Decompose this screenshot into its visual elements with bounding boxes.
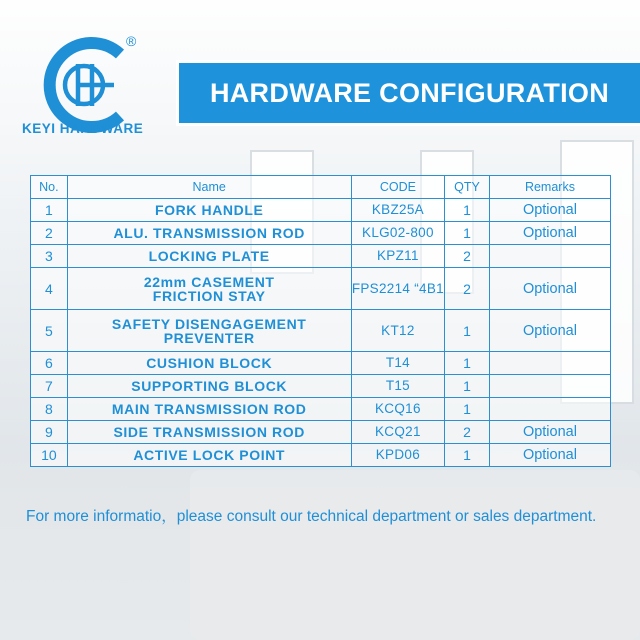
cell-qty: 2 (445, 421, 490, 444)
header-name: Name (67, 176, 351, 199)
background-sofa (190, 470, 640, 640)
page-title: HARDWARE CONFIGURATION (209, 77, 610, 108)
cell-code: KPZ11 (351, 245, 445, 268)
cell-qty: 1 (445, 310, 490, 352)
cell-name: ALU. TRANSMISSION ROD (67, 222, 351, 245)
cell-remarks: Optional (489, 421, 610, 444)
hardware-table-wrapper (30, 175, 611, 467)
cell-code: KBZ25A (351, 199, 445, 222)
cell-code: KT12 (351, 310, 445, 352)
hardware-configuration-table (30, 175, 611, 467)
cell-no: 4 (31, 268, 68, 310)
cell-code: T15 (351, 375, 445, 398)
header-code: CODE (351, 176, 445, 199)
cell-qty: 2 (445, 245, 490, 268)
cell-qty: 1 (445, 352, 490, 375)
footer-note: For more informatio，please consult our technical department or sales department. (26, 508, 597, 525)
cell-remarks (489, 375, 610, 398)
brand-name: KEYI HARDWARE (22, 121, 144, 136)
table-row (31, 245, 611, 268)
header-qty: QTY (445, 176, 490, 199)
cell-code: KPD06 (351, 444, 445, 467)
cell-code: KLG02-800 (351, 222, 445, 245)
cell-name: 22mm CASEMENT FRICTION STAY (67, 268, 351, 310)
table-row (31, 421, 611, 444)
table-row (31, 222, 611, 245)
header-banner (176, 60, 640, 126)
cell-no: 6 (31, 352, 68, 375)
cell-qty: 1 (445, 444, 490, 467)
cell-no: 8 (31, 398, 68, 421)
cell-code: T14 (351, 352, 445, 375)
cell-no: 3 (31, 245, 68, 268)
cell-name: SAFETY DISENGAGEMENT PREVENTER (67, 310, 351, 352)
table-row (31, 268, 611, 310)
cell-no: 10 (31, 444, 68, 467)
cell-code: FPS2214 “4B1 (351, 268, 445, 310)
cell-name: CUSHION BLOCK (67, 352, 351, 375)
cell-no: 5 (31, 310, 68, 352)
header-remarks: Remarks (489, 176, 610, 199)
header-no: No. (31, 176, 68, 199)
table-row (31, 310, 611, 352)
cell-qty: 1 (445, 222, 490, 245)
cell-name: LOCKING PLATE (67, 245, 351, 268)
table-row (31, 375, 611, 398)
cell-no: 2 (31, 222, 68, 245)
cell-remarks: Optional (489, 199, 610, 222)
cell-name: ACTIVE LOCK POINT (67, 444, 351, 467)
cell-qty: 1 (445, 199, 490, 222)
table-row (31, 398, 611, 421)
cell-remarks: Optional (489, 444, 610, 467)
cell-remarks: Optional (489, 222, 610, 245)
cell-no: 9 (31, 421, 68, 444)
table-row (31, 199, 611, 222)
cell-qty: 2 (445, 268, 490, 310)
cell-qty: 1 (445, 375, 490, 398)
cell-code: KCQ16 (351, 398, 445, 421)
cell-remarks (489, 352, 610, 375)
cell-no: 7 (31, 375, 68, 398)
cell-remarks: Optional (489, 310, 610, 352)
table-row (31, 352, 611, 375)
cell-remarks: Optional (489, 268, 610, 310)
cell-name: MAIN TRANSMISSION ROD (67, 398, 351, 421)
cell-name: FORK HANDLE (67, 199, 351, 222)
table-header-row (31, 176, 611, 199)
cell-qty: 1 (445, 398, 490, 421)
cell-no: 1 (31, 199, 68, 222)
cell-name: SUPPORTING BLOCK (67, 375, 351, 398)
table-row (31, 444, 611, 467)
cell-remarks (489, 245, 610, 268)
cell-code: KCQ21 (351, 421, 445, 444)
cell-remarks (489, 398, 610, 421)
registered-mark: ® (126, 33, 137, 49)
cell-name: SIDE TRANSMISSION ROD (67, 421, 351, 444)
